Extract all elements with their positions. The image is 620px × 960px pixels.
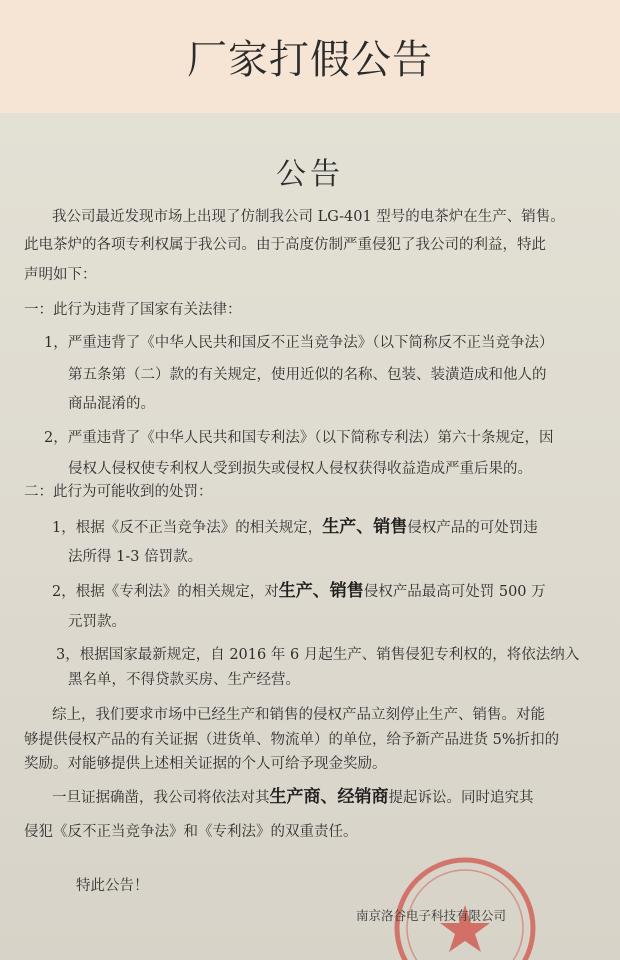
intro-line-1: 我公司最近发现市场上出现了仿制我公司 LG-401 型号的电茶炉在生产、销售。 — [52, 209, 565, 225]
banner-title: 厂家打假公告 — [187, 37, 433, 83]
notice-text: 特此公告！ — [76, 878, 149, 894]
intro-line-3: 声明如下： — [24, 267, 97, 283]
section-2-item-2-text-b: 侵权产品最高可处罚 500 万 — [363, 584, 546, 600]
section-1-item-1-line-2: 第五条第（二）款的有关规定，使用近似的名称、包装、装潢造成和他人的 — [68, 367, 547, 383]
section-2-heading: 二：此行为可能收到的处罚： — [24, 484, 213, 500]
section-1-item-2-line-2: 侵权人侵权使专利权人受到损失或侵权人侵权获得收益造成严重后果的。 — [68, 461, 532, 477]
section-2-item-3-line-2: 黑名单，不得贷款买房、生产经营。 — [68, 672, 300, 688]
section-2-item-2-emphasis: 生产、销售 — [278, 581, 364, 601]
document-title: 公告 — [276, 157, 344, 192]
section-2-item-1-text-b: 侵权产品的可处罚违 — [407, 520, 538, 536]
section-2-item-2-line-2: 元罚款。 — [68, 614, 126, 630]
section-2-item-1-line-1 — [52, 512, 538, 537]
section-2-item-1-emphasis: 生产、销售 — [322, 517, 408, 537]
section-1-item-2-line-1: 2，严重违背了《中华人民共和国专利法》（以下简称专利法）第六十条规定，因 — [44, 430, 554, 446]
company-name: 南京洛谷电子科技有限公司 — [356, 908, 507, 923]
section-1-item-1-line-3: 商品混淆的。 — [68, 396, 155, 412]
section-2-item-2-line-1 — [52, 576, 546, 601]
section-2-item-1-line-2: 法所得 1-3 倍罚款。 — [68, 549, 203, 565]
section-2-item-2-text-a: 2，根据《专利法》的相关规定，对 — [52, 584, 279, 600]
intro-line-2: 此电茶炉的各项专利权属于我公司。由于高度仿制严重侵犯了我公司的利益，特此 — [24, 237, 546, 253]
closing-line-2: 侵犯《反不正当竞争法》和《专利法》的双重责任。 — [24, 824, 358, 840]
section-2-item-1-text-a: 1，根据《反不正当竞争法》的相关规定， — [52, 520, 323, 536]
closing-emphasis: 生产商、经销商 — [269, 787, 389, 807]
summary-line-1: 综上，我们要求市场中已经生产和销售的侵权产品立刻停止生产、销售。对能 — [52, 707, 545, 723]
closing-text-b: 提起诉讼。同时追究其 — [388, 790, 534, 806]
section-2-item-3-line-1: 3，根据国家最新规定，自 2016 年 6 月起生产、销售侵犯专利权的，将依法纳入 — [56, 647, 580, 663]
closing-line-1 — [52, 782, 534, 807]
header-banner — [0, 0, 620, 113]
closing-text-a: 一旦证据确凿，我公司将依法对其 — [52, 790, 270, 806]
summary-line-2: 够提供侵权产品的有关证据（进货单、物流单）的单位，给予新产品进货 5%折扣的 — [24, 732, 560, 748]
announcement-document — [0, 113, 620, 960]
section-1-item-1-line-1: 1，严重违背了《中华人民共和国反不正当竞争法》（以下简称反不正当竞争法） — [44, 335, 554, 351]
summary-line-3: 奖励。对能够提供上述相关证据的个人可给予现金奖励。 — [24, 756, 387, 772]
section-1-heading: 一：此行为违背了国家有关法律： — [24, 302, 242, 318]
